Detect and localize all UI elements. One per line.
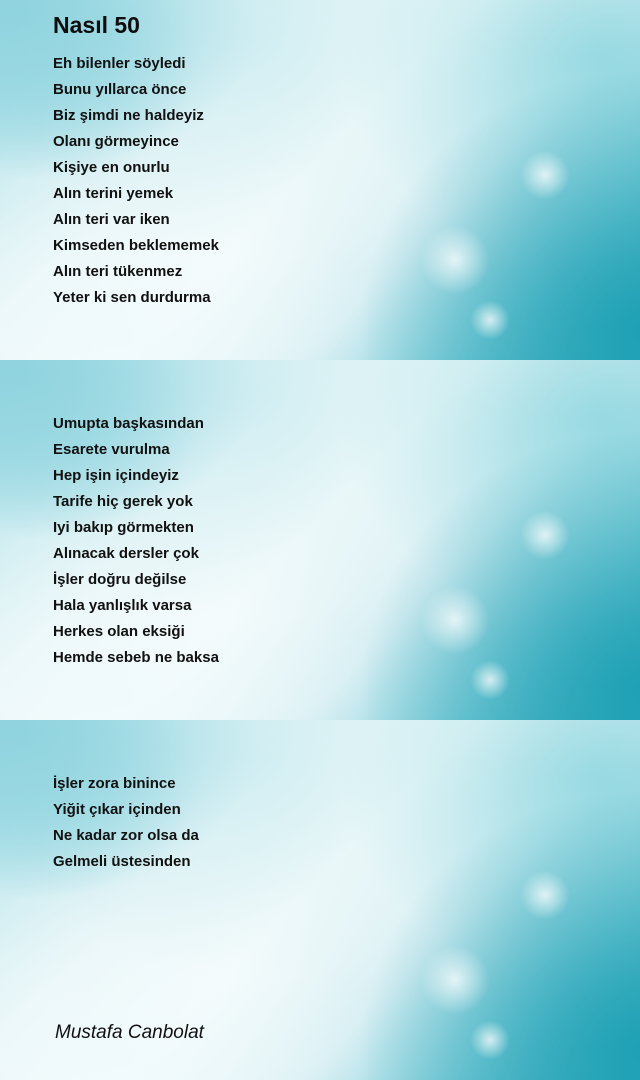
stanza-2 [53, 411, 219, 671]
poem-panel-1 [0, 0, 640, 360]
poem-line: Ne kadar zor olsa da [53, 827, 199, 844]
bokeh-light [470, 660, 510, 700]
bokeh-light [420, 585, 490, 655]
poem-line: Herkes olan eksiği [53, 623, 185, 640]
poem-panel-2 [0, 360, 640, 720]
poem-line: Hala yanlışlık varsa [53, 597, 192, 614]
poem-author: Mustafa Canbolat [55, 1022, 204, 1043]
poem-line: Olanı görmeyince [53, 133, 179, 150]
poem-panel-3 [0, 720, 640, 1080]
poem-line: Alınacak dersler çok [53, 545, 199, 562]
stanza-1 [53, 51, 219, 311]
bokeh-light [520, 510, 570, 560]
poem-line: Alın teri var iken [53, 211, 170, 228]
poem-line: Eh bilenler söyledi [53, 55, 186, 72]
poem-line: Alın teri tükenmez [53, 263, 183, 280]
poem-line: Kişiye en onurlu [53, 159, 170, 176]
bokeh-light [520, 870, 570, 920]
poem-line: Hep işin içindeyiz [53, 467, 179, 484]
poem-line: Esarete vurulma [53, 441, 170, 458]
bokeh-light [420, 225, 490, 295]
poem-line: Kimseden beklememek [53, 237, 219, 254]
poem-line: Tarife hiç gerek yok [53, 493, 193, 510]
poem-line: Gelmeli üstesinden [53, 853, 191, 870]
poem-line: Yiğit çıkar içinden [53, 801, 181, 818]
poem-title: Nasıl 50 [53, 12, 140, 38]
stanza-3 [53, 771, 199, 875]
poem-line: Hemde sebeb ne baksa [53, 649, 219, 666]
poem-line: Bunu yıllarca önce [53, 81, 187, 98]
bokeh-light [420, 945, 490, 1015]
poem-line: Alın terini yemek [53, 185, 174, 202]
poem-line: Iyi bakıp görmekten [53, 519, 194, 536]
poem-line: İşler zora binince [53, 775, 176, 792]
poem-line: Yeter ki sen durdurma [53, 289, 211, 306]
bokeh-light [470, 300, 510, 340]
bokeh-light [520, 150, 570, 200]
bokeh-light [470, 1020, 510, 1060]
poem-line: İşler doğru değilse [53, 571, 187, 588]
poem-line: Umupta başkasından [53, 415, 204, 432]
poem-line: Biz şimdi ne haldeyiz [53, 107, 204, 124]
